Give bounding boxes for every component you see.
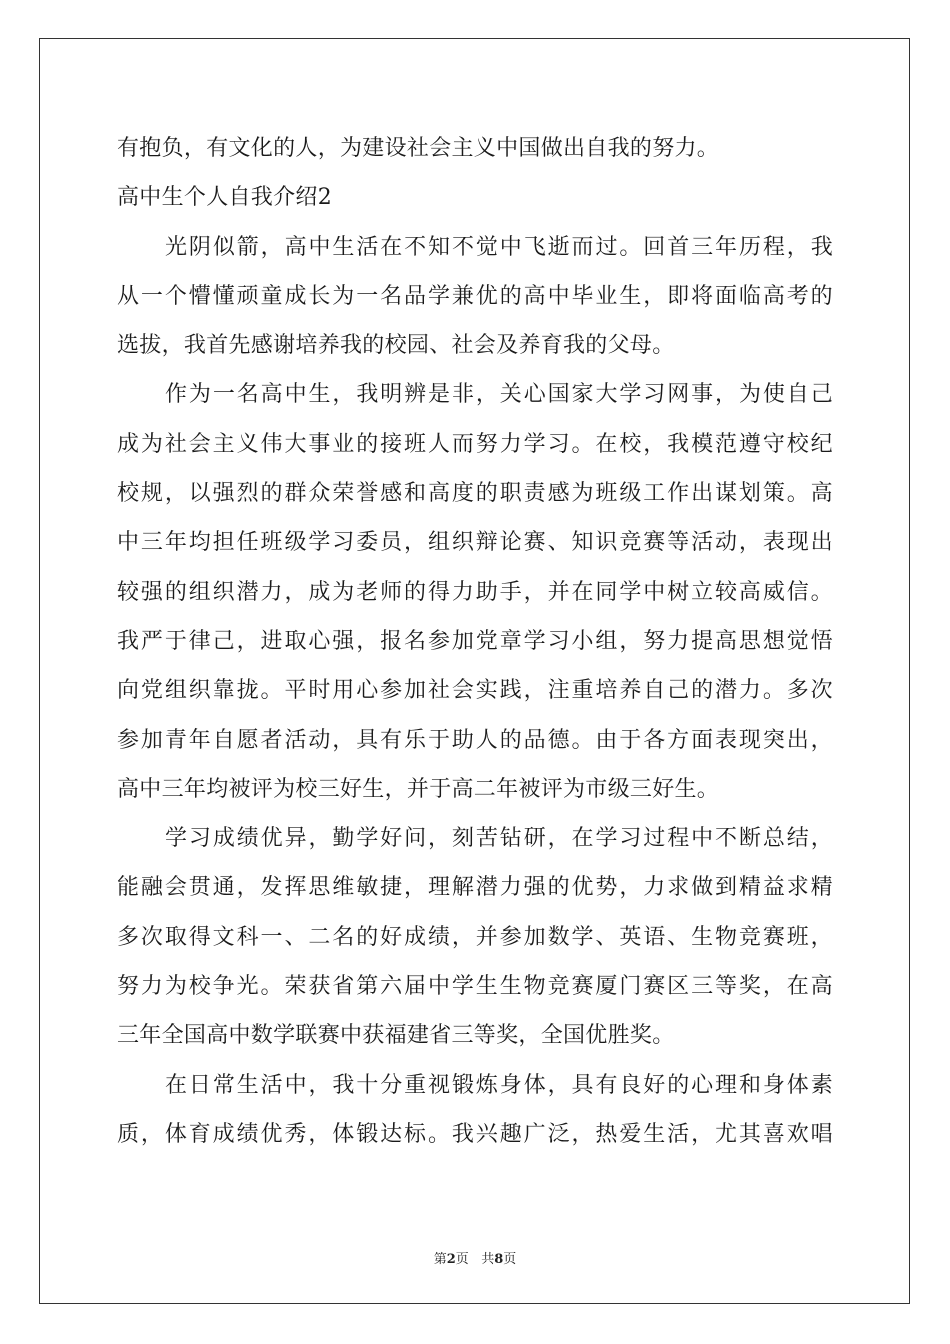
- footer-prefix: 第: [433, 1252, 447, 1267]
- text-line: 向党组织靠拢。平时用心参加社会实践，注重培养自己的潜力。多次: [117, 678, 833, 704]
- page-footer: [0, 1248, 950, 1267]
- text-line: 有抱负，有文化的人，为建设社会主义中国做出自我的努力。: [117, 136, 720, 161]
- text-line: 选拔，我首先感谢培养我的校园、社会及养育我的父母。: [117, 333, 675, 359]
- text-line: 学习成绩优异，勤学好问，刻苦钻研，在学习过程中不断总结，: [165, 826, 833, 852]
- text-line: 能融会贯通，发挥思维敏捷，理解潜力强的优势，力求做到精益求精: [117, 875, 833, 901]
- footer-page-suffix: 页: [455, 1252, 469, 1267]
- footer-total-suffix: 页: [503, 1252, 517, 1267]
- text-line: 中三年均担任班级学习委员，组织辩论赛、知识竞赛等活动，表现出: [117, 530, 833, 556]
- text-line: 光阴似箭，高中生活在不知不觉中飞逝而过。回首三年历程，我: [165, 234, 833, 260]
- text-line: 我严于律己，进取心强，报名参加党章学习小组，努力提高思想觉悟: [117, 628, 833, 654]
- footer-total-prefix: 共: [481, 1252, 495, 1267]
- text-line: 从一个懵懂顽童成长为一名品学兼优的高中毕业生，即将面临高考的: [117, 283, 833, 309]
- text-line: 较强的组织潜力，成为老师的得力助手，并在同学中树立较高威信。: [117, 579, 833, 605]
- text-line: 作为一名高中生，我明辨是非，关心国家大学习网事，为使自己: [165, 382, 833, 408]
- text-line: 努力为校争光。荣获省第六届中学生生物竞赛厦门赛区三等奖，在高: [117, 974, 833, 1000]
- text-line: 在日常生活中，我十分重视锻炼身体，具有良好的心理和身体素: [165, 1072, 833, 1098]
- text-line: 高中三年均被评为校三好生，并于高二年被评为市级三好生。: [117, 776, 720, 802]
- total-pages: 8: [494, 1252, 504, 1267]
- text-line: 多次取得文科一、二名的好成绩，并参加数学、英语、生物竞赛班，: [117, 924, 833, 950]
- text-line: 参加青年自愿者活动，具有乐于助人的品德。由于各方面表现突出，: [117, 727, 833, 753]
- page-number: 2: [446, 1252, 456, 1267]
- text-line: 成为社会主义伟大事业的接班人而努力学习。在校，我模范遵守校纪: [117, 431, 833, 457]
- text-line: 校规，以强烈的群众荣誉感和高度的职责感为班级工作出谋划策。高: [117, 481, 833, 507]
- document-body: [117, 124, 833, 1159]
- text-line: 质，体育成绩优秀，体锻达标。我兴趣广泛，热爱生活，尤其喜欢唱: [117, 1121, 833, 1147]
- text-line: 三年全国高中数学联赛中获福建省三等奖，全国优胜奖。: [117, 1023, 675, 1049]
- section-heading: 高中生个人自我介绍2: [117, 185, 332, 211]
